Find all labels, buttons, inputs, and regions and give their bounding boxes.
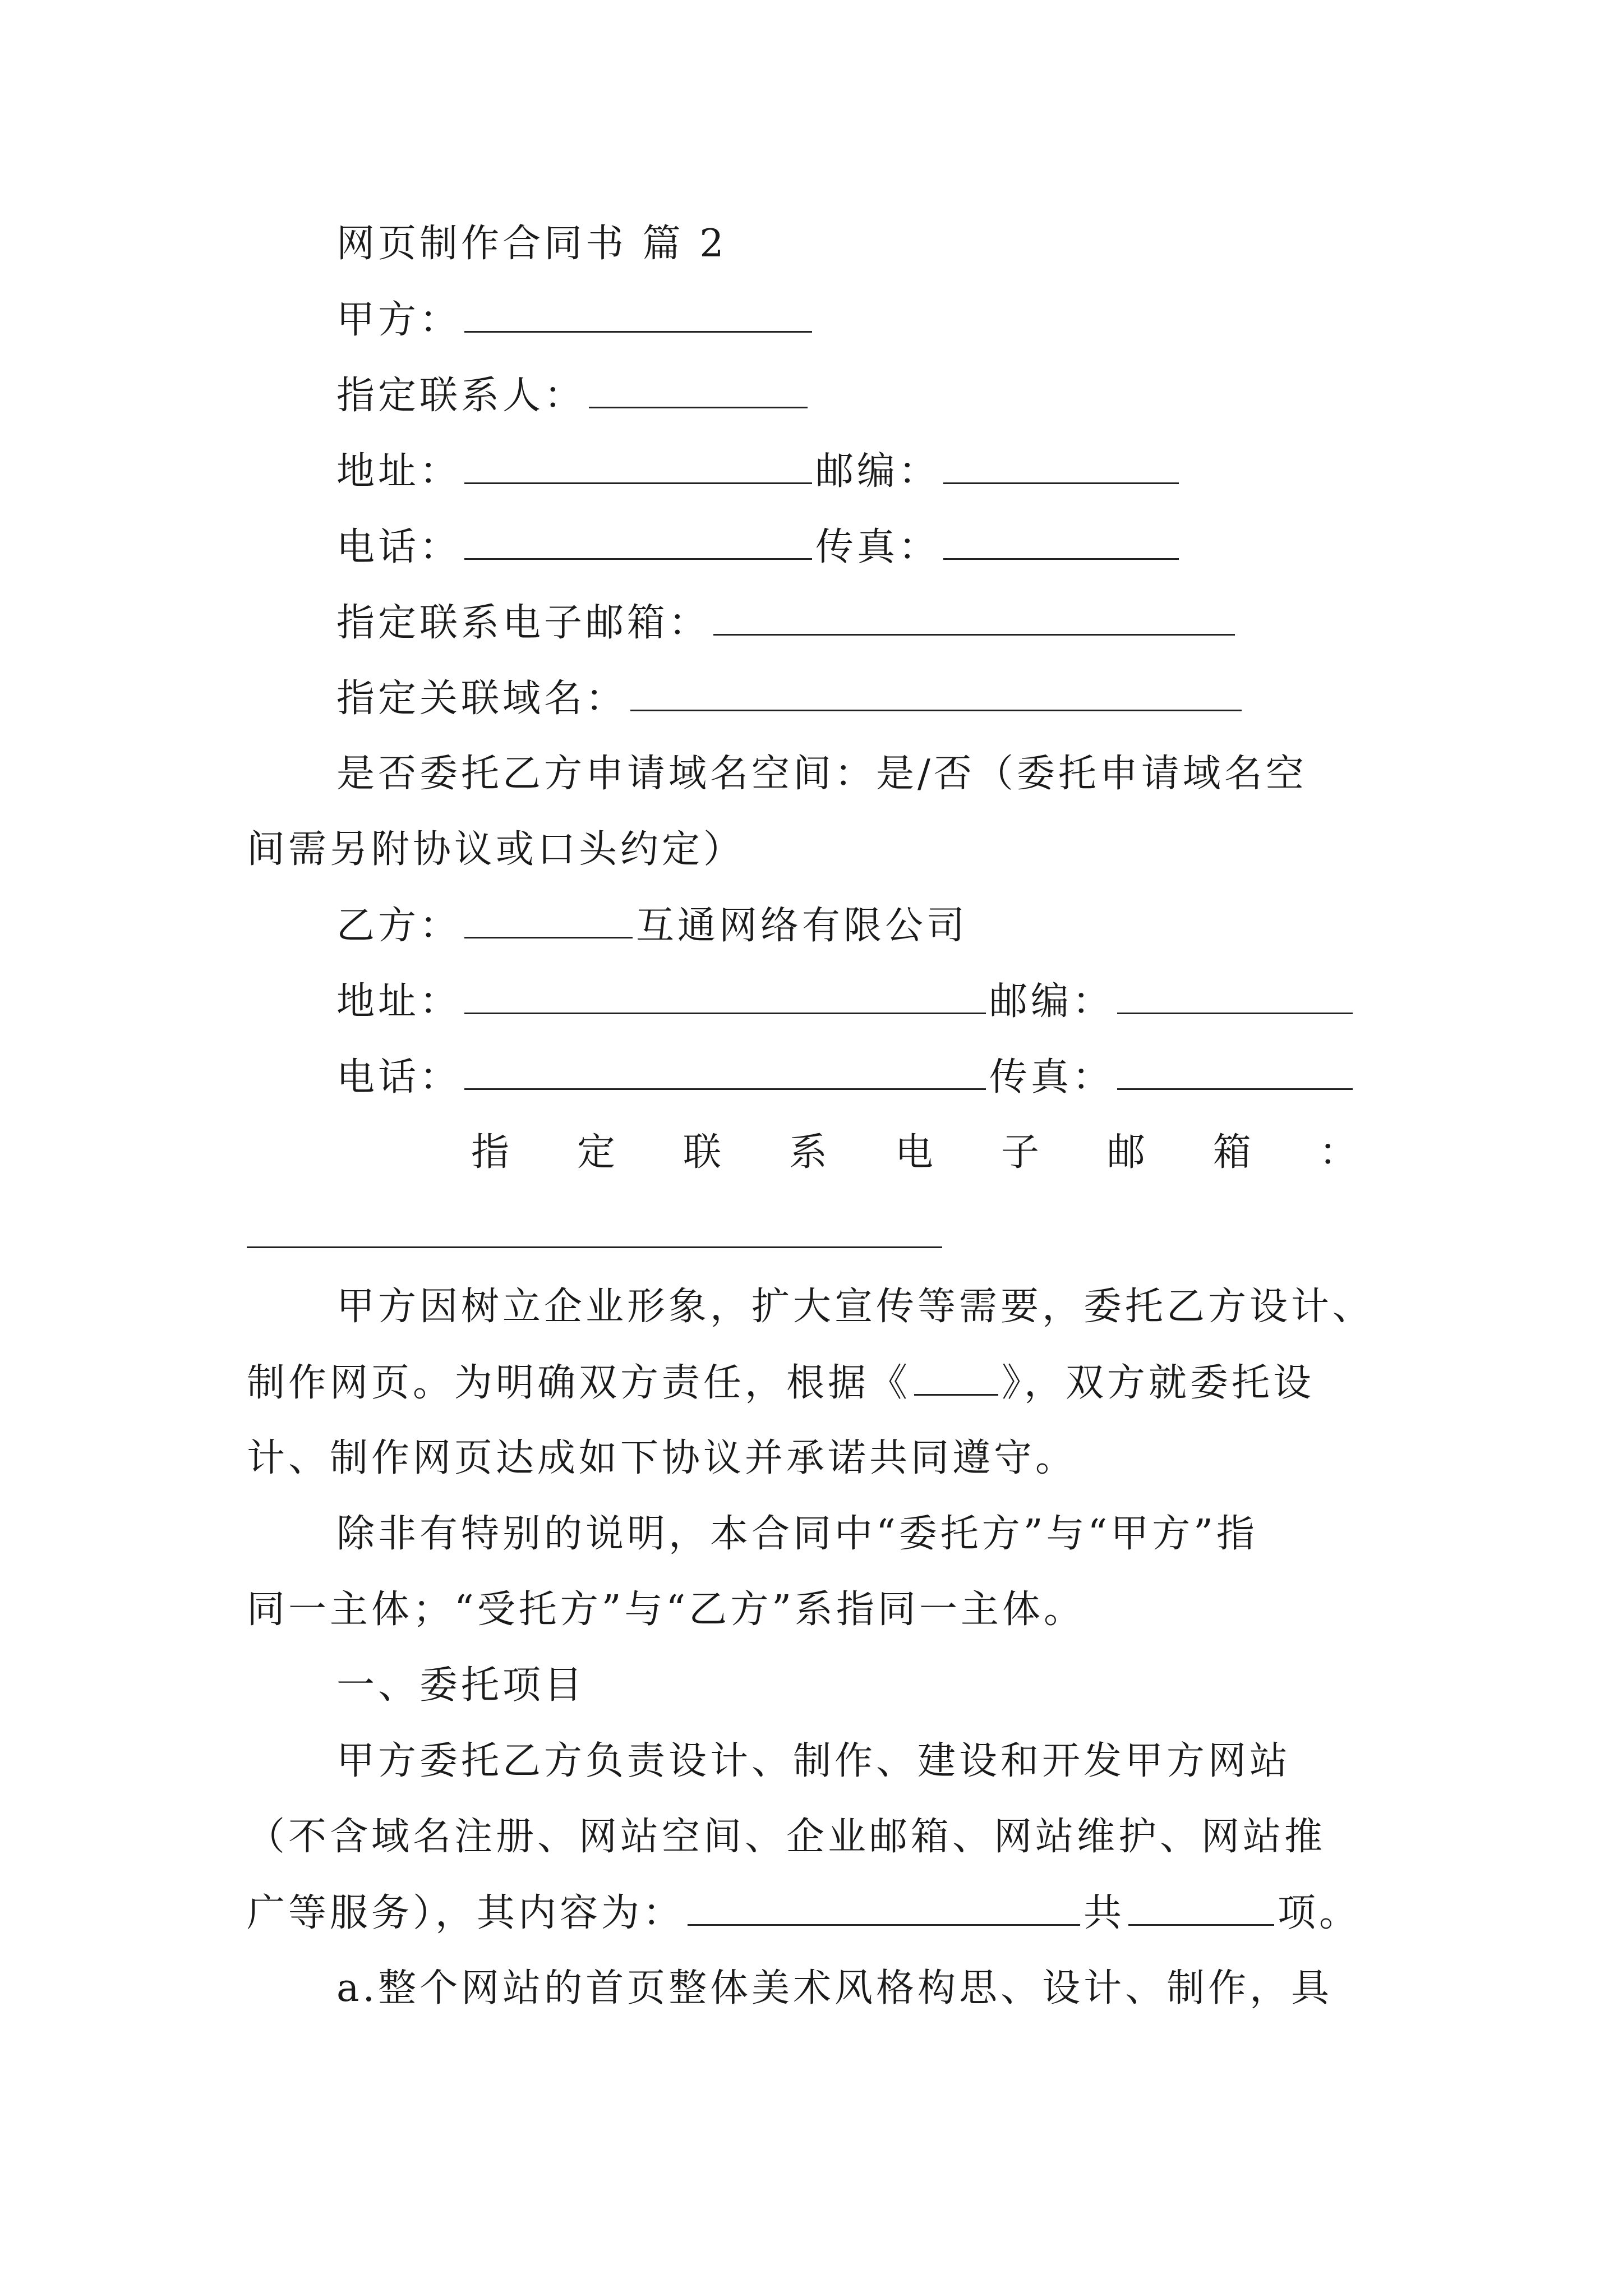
party-a-email-blank [713,600,1235,636]
party-a-contact-line: 指定联系人： [336,373,1391,418]
party-a-address-blank [464,449,812,484]
item-a-line: a.整个网站的首页整体美术风格构思、设计、制作，具 [336,1966,1333,2010]
party-b-fax-blank [1117,1055,1353,1090]
party-b-name-blank [464,903,633,938]
delegate-domain-line-1: 是否委托乙方申请域名空间：是/否（委托申请域名空 [336,752,1307,796]
para1-line-3: 计、制作网页达成如下协议并承诺共同遵守。 [247,1436,1077,1480]
party-a-email-line: 指定联系电子邮箱： [336,600,1391,645]
party-b-address-blank [464,979,986,1014]
para2-line-2: 同一主体；“受托方”与“乙方”系指同一主体。 [247,1588,1086,1632]
delegate-domain-line-2: 间需另附协议或口头约定） [247,827,745,872]
party-a-fax-blank [943,524,1179,560]
document-title: 网页制作合同书 篇 2 [336,222,727,266]
party-b-email-label: 指 定 联 系 电 子 邮 箱 ： [471,1130,1357,1175]
para1-line-1: 甲方因树立企业形象，扩大宣传等需要，委托乙方设计、 [336,1285,1375,1329]
party-a-domain-line: 指定关联域名： [336,676,1391,721]
item-count-blank [1128,1890,1274,1926]
party-b-email-blank [247,1246,942,1248]
party-b-postcode-blank [1117,979,1353,1014]
party-b-line: 乙方： 互通网络有限公司 [336,904,969,948]
party-b-address-line: 地址： 邮编： [336,979,1391,1024]
party-a-postcode-blank [943,449,1179,484]
para3-line-3: 广等服务），其内容为： 共 项。 [247,1891,1361,1935]
law-name-blank [914,1360,998,1396]
para3-line-2: （不含域名注册、网站空间、企业邮箱、网站维护、网站推 [247,1815,1326,1859]
section-1-heading: 一、委托项目 [336,1663,586,1708]
party-a-address-line: 地址： 邮编： [336,449,1391,494]
party-b-phone-blank [464,1055,986,1090]
content-blank [688,1890,1080,1926]
party-a-phone-line: 电话： 传真： [336,524,1391,569]
party-a-phone-blank [464,524,812,560]
para3-line-1: 甲方委托乙方负责设计、制作、建设和开发甲方网站 [336,1739,1292,1783]
party-a-contact-blank [589,373,808,408]
party-b-phone-line: 电话： 传真： [336,1055,1391,1099]
para1-line-2: 制作网页。为明确双方责任，根据《 》，双方就委托设 [247,1361,1315,1405]
party-a-name-blank [464,297,812,333]
party-a-line: 甲方： [336,297,1391,342]
party-a-domain-blank [630,676,1242,711]
para2-line-1: 除非有特别的说明，本合同中“委托方”与“甲方”指 [336,1512,1258,1556]
